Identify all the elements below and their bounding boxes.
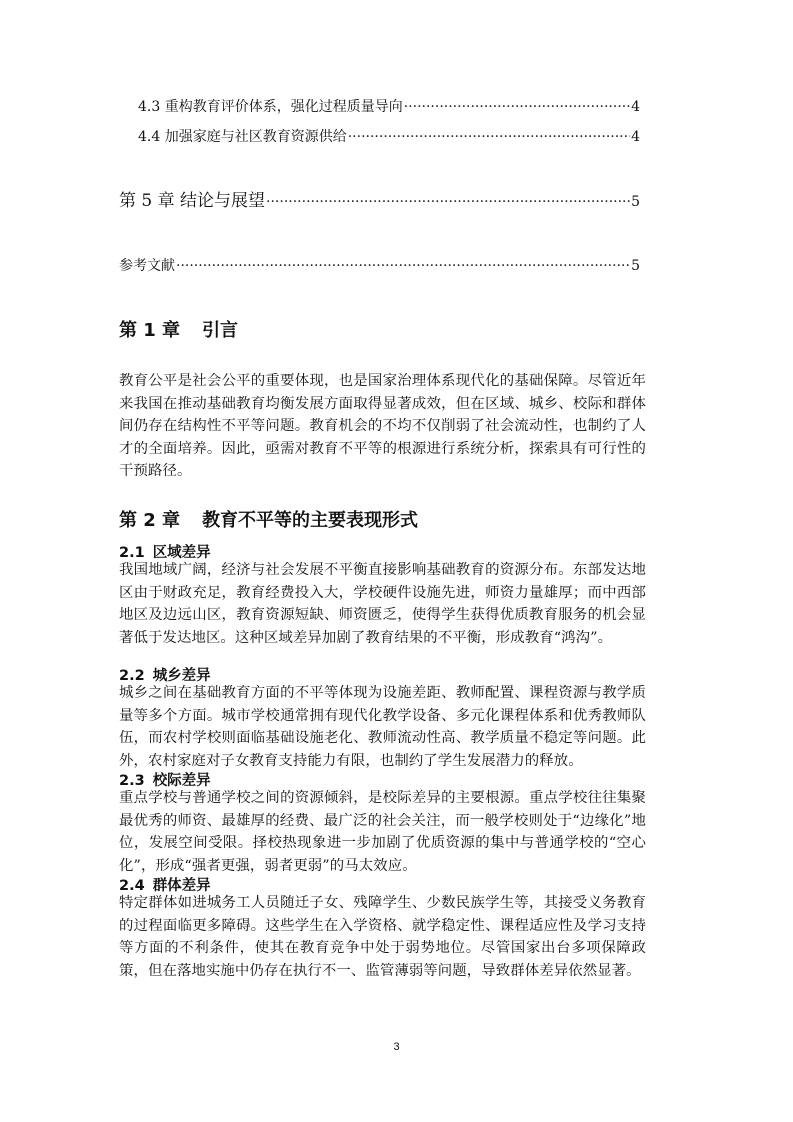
toc-leader-dots <box>176 258 630 274</box>
section-title: 群体差异 <box>152 878 211 894</box>
section-2-1-body: 我国地域广阔，经济与社会发展不平衡直接影响基础教育的资源分布。东部发达地区由于财政充足，教育经费投入大，学校硬件设施先进，师资力量雄厚；而中西部地区及边远山区，教育资源短缺、师资匮乏，使得学生获得优质教育服务的机会显著低于发达地区。这种区域差异加剧了教育结果的不平衡，形成教育“鸿沟”。 <box>119 562 646 646</box>
chapter-number: 第 2 章 <box>119 510 181 531</box>
section-number: 2.1 <box>119 545 145 561</box>
section-2-2-body: 城乡之间在基础教育方面的不平等体现为设施差距、教师配置、课程资源与教学质量等多个方面。城市学校通常拥有现代化教学设备、多元化课程体系和优秀教师队伍，而农村学校则面临基础设施老化、教师流动性高、教学质量不稳定等问题。此外，农村家庭对子女教育支持能力有限，也制约了学生发展潜力的释放。 <box>119 685 646 769</box>
section-number: 2.3 <box>119 773 145 789</box>
section-title: 校际差异 <box>152 773 211 789</box>
section-2-3-body: 重点学校与普通学校之间的资源倾斜，是校际差异的主要根源。重点学校往往集聚最优秀的师资、最雄厚的经费、最广泛的社会关注，而一般学校则处于“边缘化”地位，发展空间受限。择校热现象进一步加剧了优质资源的集中与普通学校的“空心化”，形成“强者更强，弱者更弱”的马太效应。 <box>119 790 646 874</box>
toc-entry-page: 5 <box>631 258 640 274</box>
toc-entry-title: 参考文献 <box>119 258 175 274</box>
toc-entry-page: 5 <box>631 194 640 210</box>
toc-leader-dots <box>266 194 630 210</box>
toc-entry-title: 4.3 重构教育评价体系，强化过程质量导向 <box>138 99 403 115</box>
chapter-title: 引言 <box>202 320 239 341</box>
toc-entry-references[interactable] <box>119 255 640 275</box>
toc-entry-4-4[interactable] <box>138 126 640 146</box>
section-2-4-body: 特定群体如进城务工人员随迁子女、残障学生、少数民族学生等，其接受义务教育的过程面临更多障碍。这些学生在入学资格、就学稳定性、课程适应性及学习支持等方面的不利条件，使其在教育竞争中处于弱势地位。尽管国家出台多项保障政策，但在落地实施中仍存在执行不一、监管薄弱等问题，导致群体差异依然显著。 <box>119 895 646 979</box>
section-title: 城乡差异 <box>152 668 211 684</box>
section-number: 2.4 <box>119 878 145 894</box>
chapter-number: 第 1 章 <box>119 320 181 341</box>
toc-entry-page: 4 <box>631 129 640 145</box>
page-number: 3 <box>393 1041 400 1053</box>
toc-entry-title: 4.4 加强家庭与社区教育资源供给 <box>138 129 347 145</box>
toc-entry-4-3[interactable] <box>138 96 640 116</box>
toc-leader-dots <box>348 129 630 145</box>
chapter-1-body: 教育公平是社会公平的重要体现，也是国家治理体系现代化的基础保障。尽管近年来我国在推动基础教育均衡发展方面取得显著成效，但在区域、城乡、校际和群体间仍存在结构性不平等问题。教育机会的不均不仅削弱了社会流动性，也制约了人才的全面培养。因此，亟需对教育不平等的根源进行系统分析，探索具有可行性的干预路径。 <box>119 373 646 479</box>
chapter-1-heading <box>119 316 238 342</box>
chapter-2-heading <box>119 506 418 532</box>
section-title: 区域差异 <box>152 545 211 561</box>
toc-entry-chapter-5[interactable] <box>119 186 640 211</box>
toc-entry-page: 4 <box>631 99 640 115</box>
toc-leader-dots <box>404 99 630 115</box>
chapter-title: 教育不平等的主要表现形式 <box>202 510 419 531</box>
toc-entry-title: 第 5 章 结论与展望 <box>119 191 266 211</box>
section-number: 2.2 <box>119 668 145 684</box>
